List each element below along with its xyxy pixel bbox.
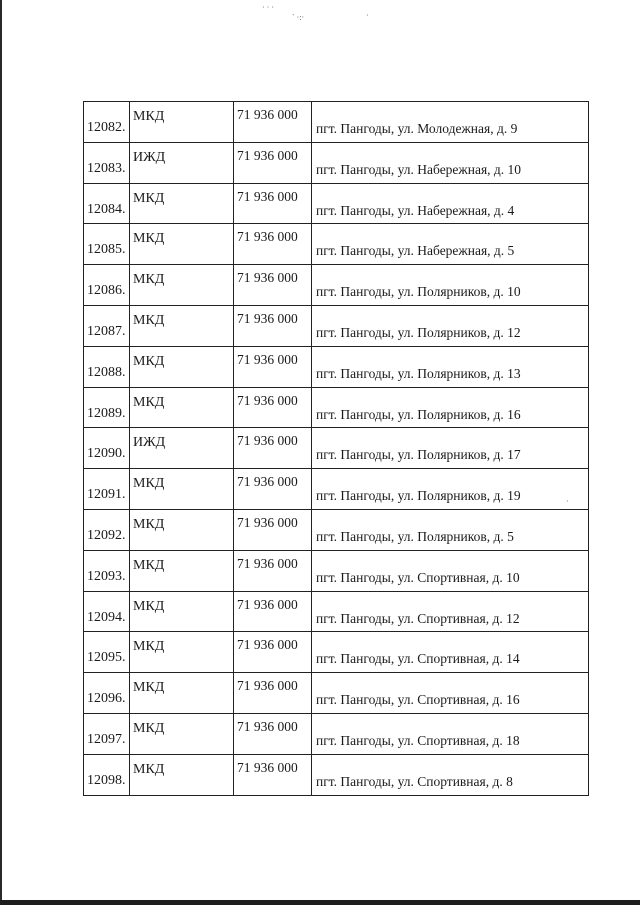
row-number-cell (84, 509, 130, 550)
address: пгт. Пангоды, ул. Полярников, д. 5 (316, 528, 514, 544)
table-row (84, 183, 589, 224)
address: пгт. Пангоды, ул. Спортивная, д. 14 (316, 651, 520, 667)
oktmo-code-cell (234, 469, 312, 510)
oktmo-code: 71 936 000 (237, 555, 298, 571)
building-type: МКД (133, 312, 165, 328)
row-number-cell (84, 469, 130, 510)
oktmo-code: 71 936 000 (237, 596, 298, 612)
row-number: 12089. (87, 405, 126, 421)
building-type-cell (130, 102, 234, 143)
address-cell (312, 673, 589, 714)
row-number: 12090. (87, 446, 126, 462)
row-number: 12098. (87, 772, 126, 788)
oktmo-code-cell (234, 265, 312, 306)
address-cell (312, 428, 589, 469)
oktmo-code-cell (234, 346, 312, 387)
building-type: МКД (133, 598, 165, 614)
building-type-cell (130, 224, 234, 265)
building-type: ИЖД (133, 435, 166, 451)
address: пгт. Пангоды, ул. Полярников, д. 13 (316, 365, 521, 381)
address: пгт. Пангоды, ул. Спортивная, д. 8 (316, 773, 513, 789)
table-row (84, 754, 589, 795)
building-type-cell (130, 469, 234, 510)
oktmo-code: 71 936 000 (237, 474, 298, 490)
row-number: 12085. (87, 242, 126, 258)
table-row (84, 346, 589, 387)
address-cell (312, 509, 589, 550)
address: пгт. Пангоды, ул. Набережная, д. 5 (316, 243, 515, 259)
address-cell (312, 305, 589, 346)
page-left-edge (0, 0, 2, 905)
row-number: 12083. (87, 160, 126, 176)
oktmo-code-cell (234, 142, 312, 183)
row-number: 12094. (87, 609, 126, 625)
building-type: МКД (133, 720, 165, 736)
row-number: 12096. (87, 691, 126, 707)
oktmo-code: 71 936 000 (237, 433, 298, 449)
row-number: 12088. (87, 364, 126, 380)
oktmo-code: 71 936 000 (237, 351, 298, 367)
building-type-cell (130, 305, 234, 346)
oktmo-code-cell (234, 632, 312, 673)
table-row (84, 509, 589, 550)
address-cell (312, 102, 589, 143)
address: пгт. Пангоды, ул. Спортивная, д. 16 (316, 692, 520, 708)
oktmo-code: 71 936 000 (237, 718, 298, 734)
oktmo-code-cell (234, 754, 312, 795)
address: пгт. Пангоды, ул. Набережная, д. 10 (316, 161, 522, 177)
building-type: МКД (133, 639, 165, 655)
oktmo-code: 71 936 000 (237, 107, 298, 122)
oktmo-code: 71 936 000 (237, 392, 298, 408)
table-row (84, 102, 589, 143)
oktmo-code: 71 936 000 (237, 229, 298, 245)
scan-speck: ˋ ·:· (292, 13, 305, 22)
oktmo-code: 71 936 000 (237, 147, 298, 163)
address: пгт. Пангоды, ул. Спортивная, д. 10 (316, 569, 520, 585)
row-number-cell (84, 183, 130, 224)
address: пгт. Пангоды, ул. Полярников, д. 19 (316, 488, 521, 504)
row-number: 12097. (87, 731, 126, 747)
address: пгт. Пангоды, ул. Молодежная, д. 9 (316, 121, 518, 136)
oktmo-code: 71 936 000 (237, 514, 298, 530)
row-number-cell (84, 673, 130, 714)
building-type: МКД (133, 680, 165, 696)
row-number: 12084. (87, 201, 126, 217)
address-cell (312, 265, 589, 306)
building-type-cell (130, 591, 234, 632)
oktmo-code-cell (234, 550, 312, 591)
oktmo-code: 71 936 000 (237, 678, 298, 694)
building-type-cell (130, 142, 234, 183)
row-number: 12095. (87, 650, 126, 666)
building-type: МКД (133, 761, 165, 777)
building-type: ИЖД (133, 149, 166, 165)
oktmo-code-cell (234, 102, 312, 143)
address: пгт. Пангоды, ул. Спортивная, д. 12 (316, 610, 520, 626)
row-number-cell (84, 265, 130, 306)
oktmo-code-cell (234, 713, 312, 754)
building-type-cell (130, 673, 234, 714)
oktmo-code-cell (234, 387, 312, 428)
oktmo-code-cell (234, 673, 312, 714)
oktmo-code: 71 936 000 (237, 270, 298, 286)
address-cell (312, 632, 589, 673)
row-number-cell (84, 346, 130, 387)
address-cell (312, 387, 589, 428)
table-row (84, 469, 589, 510)
building-type-cell (130, 265, 234, 306)
row-number-cell (84, 428, 130, 469)
building-type: МКД (133, 190, 165, 206)
row-number-cell (84, 305, 130, 346)
address: пгт. Пангоды, ул. Спортивная, д. 18 (316, 732, 520, 748)
row-number-cell (84, 591, 130, 632)
address-cell (312, 142, 589, 183)
address-cell (312, 591, 589, 632)
building-type-cell (130, 713, 234, 754)
address: пгт. Пангоды, ул. Полярников, д. 16 (316, 406, 521, 422)
oktmo-code: 71 936 000 (237, 310, 298, 326)
table-row (84, 713, 589, 754)
row-number: 12092. (87, 527, 126, 543)
building-type: МКД (133, 476, 165, 492)
address-cell (312, 550, 589, 591)
address-cell (312, 754, 589, 795)
oktmo-code: 71 936 000 (237, 759, 298, 775)
address: пгт. Пангоды, ул. Набережная, д. 4 (316, 202, 515, 218)
oktmo-code-cell (234, 428, 312, 469)
row-number-cell (84, 102, 130, 143)
oktmo-code-cell (234, 183, 312, 224)
page-bottom-edge (0, 900, 640, 905)
row-number: 12082. (87, 120, 126, 135)
table-body (84, 102, 589, 796)
address-cell (312, 469, 589, 510)
row-number-cell (84, 754, 130, 795)
building-type-cell (130, 428, 234, 469)
row-number-cell (84, 142, 130, 183)
table-row (84, 428, 589, 469)
building-type-cell (130, 550, 234, 591)
table-row (84, 591, 589, 632)
building-type-cell (130, 346, 234, 387)
table-row (84, 673, 589, 714)
building-type: МКД (133, 109, 165, 124)
address: пгт. Пангоды, ул. Полярников, д. 17 (316, 447, 521, 463)
address-cell (312, 224, 589, 265)
row-number-cell (84, 224, 130, 265)
oktmo-code-cell (234, 509, 312, 550)
oktmo-code-cell (234, 224, 312, 265)
scan-speck: · (566, 497, 569, 506)
address: пгт. Пангоды, ул. Полярников, д. 12 (316, 324, 521, 340)
table-row (84, 632, 589, 673)
building-type: МКД (133, 272, 165, 288)
row-number-cell (84, 713, 130, 754)
building-type-cell (130, 632, 234, 673)
row-number: 12093. (87, 568, 126, 584)
oktmo-code: 71 936 000 (237, 188, 298, 204)
row-number: 12086. (87, 283, 126, 299)
scan-speck: · (366, 11, 369, 20)
row-number-cell (84, 550, 130, 591)
building-type: МКД (133, 516, 165, 532)
building-type-cell (130, 183, 234, 224)
building-type-cell (130, 387, 234, 428)
table-row (84, 550, 589, 591)
row-number-cell (84, 632, 130, 673)
row-number: 12091. (87, 487, 126, 503)
oktmo-code-cell (234, 591, 312, 632)
table-row (84, 265, 589, 306)
oktmo-code: 71 936 000 (237, 637, 298, 653)
oktmo-code-cell (234, 305, 312, 346)
row-number-cell (84, 387, 130, 428)
table-row (84, 305, 589, 346)
building-type: МКД (133, 394, 165, 410)
address-cell (312, 713, 589, 754)
table-row (84, 224, 589, 265)
address-table (83, 101, 589, 796)
address: пгт. Пангоды, ул. Полярников, д. 10 (316, 284, 521, 300)
building-type: МКД (133, 231, 165, 247)
building-type: МКД (133, 353, 165, 369)
table-row (84, 142, 589, 183)
address-cell (312, 183, 589, 224)
address-cell (312, 346, 589, 387)
building-type-cell (130, 754, 234, 795)
row-number: 12087. (87, 323, 126, 339)
building-type: МКД (133, 557, 165, 573)
building-type-cell (130, 509, 234, 550)
scan-speck: · · · (262, 3, 274, 12)
table-row (84, 387, 589, 428)
